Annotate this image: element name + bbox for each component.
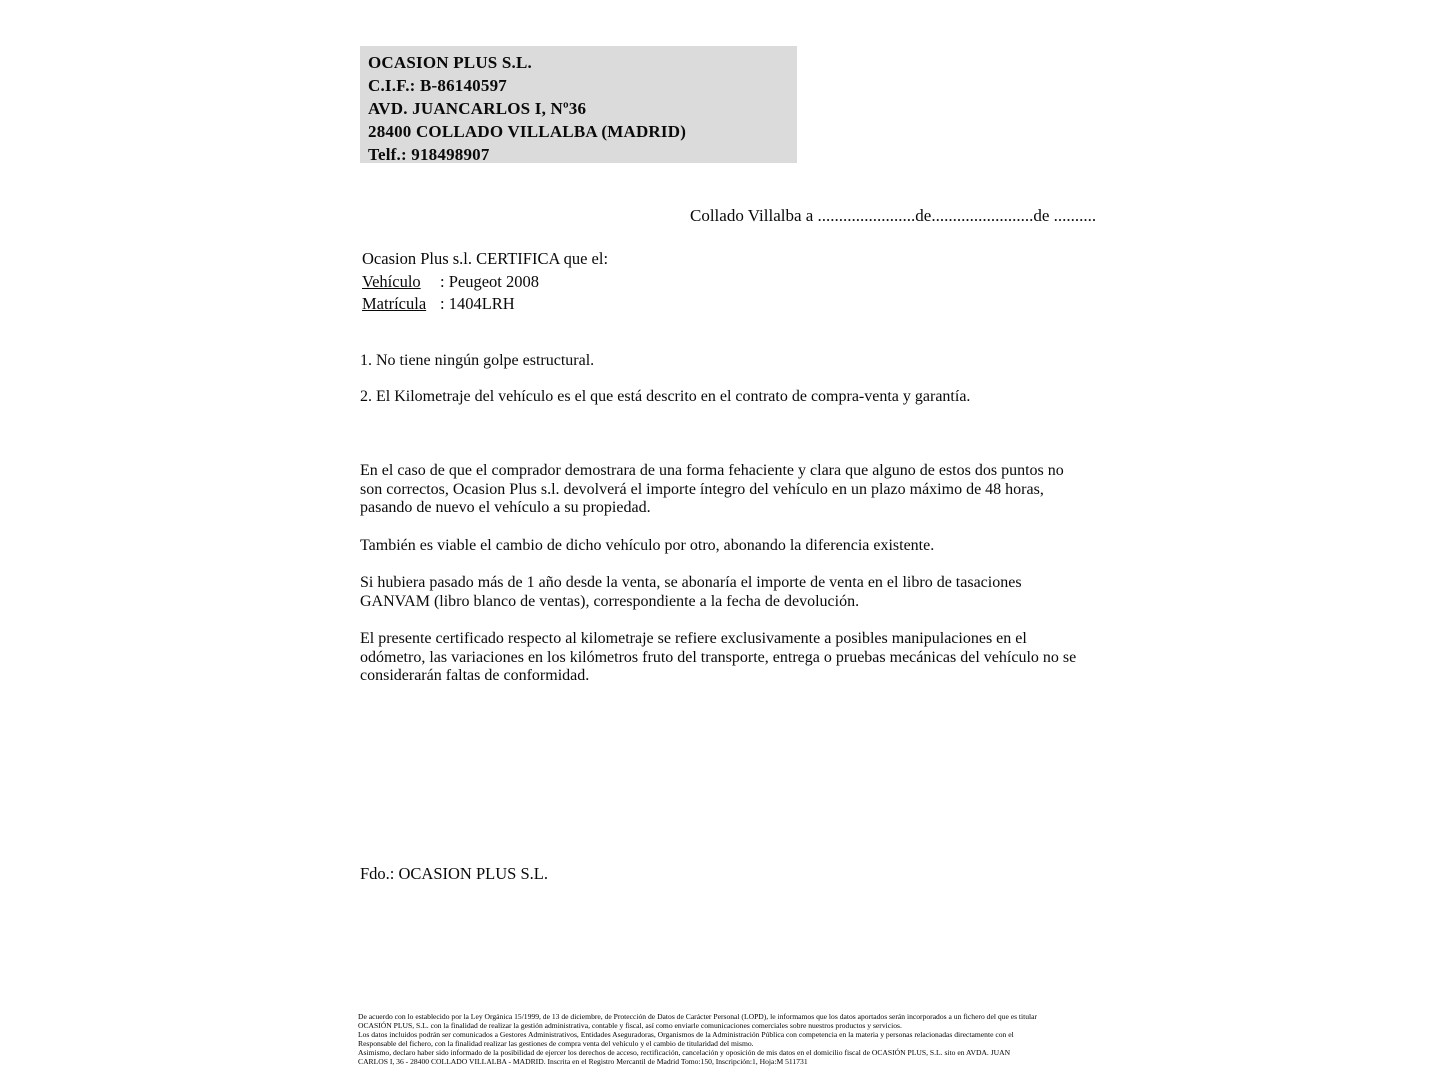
legal-footer-line: CARLOS I, 36 - 28400 COLLADO VILLALBA - MADRID. Inscrita en el Registro Mercantil de Madrid Tomo:150, Inscripción:1, Hoja:M 511731 — [358, 1057, 808, 1066]
paragraph-exchange: También es viable el cambio de dicho vehículo por otro, abonando la diferencia existente. — [360, 536, 935, 554]
company-city: 28400 COLLADO VILLALBA (MADRID) — [368, 122, 687, 141]
legal-footer-line: OCASIÓN PLUS, S.L. con la finalidad de realizar la gestión administrativa, contable y fiscal, así como enviarle comunicaciones comerciales sobre nuestros productos y servicios. — [358, 1021, 902, 1030]
vehicle-value: : Peugeot 2008 — [440, 271, 539, 291]
certify-intro: Ocasion Plus s.l. CERTIFICA que el: — [362, 249, 609, 268]
legal-footer-line: De acuerdo con lo establecido por la Ley Orgánica 15/1999, de 13 de diciembre, de Protección de Datos de Carácter Personal (LOPD), le informamos que los datos aportados serán incorporados a un fichero del que es titular — [358, 1012, 1038, 1021]
legal-footer — [358, 1012, 1098, 1066]
plate-row — [362, 293, 608, 316]
point-2: 2. El Kilometraje del vehículo es el que está descrito en el contrato de compra-venta y garantía. — [360, 388, 971, 405]
vehicle-row — [362, 271, 608, 294]
paragraph-odometer: El presente certificado respecto al kilometraje se refiere exclusivamente a posibles manipulaciones en el odómetro, las variaciones en los kilómetros fruto del transporte, entrega o pruebas mecánicas del vehículo no se considerarán faltas de conformidad. — [360, 630, 1077, 684]
plate-value: : 1404LRH — [440, 294, 515, 313]
paragraph-refund: En el caso de que el comprador demostrara de una forma fehaciente y clara que alguno de estos dos puntos no son correctos, Ocasion Plus s.l. devolverá el importe íntegro del vehículo en un plazo máximo de 48 horas, pasando de nuevo el vehículo a su propiedad. — [360, 462, 1064, 516]
date-line: Collado Villalba a .......................de........................de .......... — [690, 206, 1097, 225]
certification-block — [362, 248, 608, 316]
plate-label: Matrícula — [362, 294, 427, 313]
point-1: 1. No tiene ningún golpe estructural. — [360, 352, 595, 369]
plate-label-wrap — [362, 293, 440, 316]
signature-line: Fdo.: OCASION PLUS S.L. — [360, 864, 548, 883]
vehicle-label: Vehículo — [362, 271, 421, 291]
legal-footer-line: Los datos incluidos podrán ser comunicados a Gestores Administrativos, Entidades Aseguradoras, Organismos de la Administración Pública con competencia en la materia y personas relacionadas directamente con el — [358, 1030, 1014, 1039]
company-phone: Telf.: 918498907 — [368, 145, 490, 164]
company-cif: C.I.F.: B-86140597 — [368, 76, 507, 95]
company-header-box — [360, 46, 797, 163]
paragraph-ganvam: Si hubiera pasado más de 1 año desde la venta, se abonaría el importe de venta en el libro de tasaciones GANVAM (libro blanco de ventas), correspondiente a la fecha de devolución. — [360, 574, 1022, 610]
legal-footer-line: Asimismo, declaro haber sido informado de la posibilidad de ejercer los derechos de acceso, rectificación, cancelación y oposición de mis datos en el domicilio fiscal de OCASIÓN PLUS, S.L. sito en AVDA. JUAN — [358, 1048, 1011, 1057]
body-paragraphs — [360, 462, 1084, 705]
legal-footer-line: Responsable del fichero, con la finalidad realizar las gestiones de compra venta del vehículo y el cambio de titularidad del mismo. — [358, 1039, 754, 1048]
company-name: OCASION PLUS S.L. — [368, 53, 532, 72]
vehicle-label-wrap — [362, 271, 440, 294]
company-address: AVD. JUANCARLOS I, Nº36 — [368, 99, 587, 118]
